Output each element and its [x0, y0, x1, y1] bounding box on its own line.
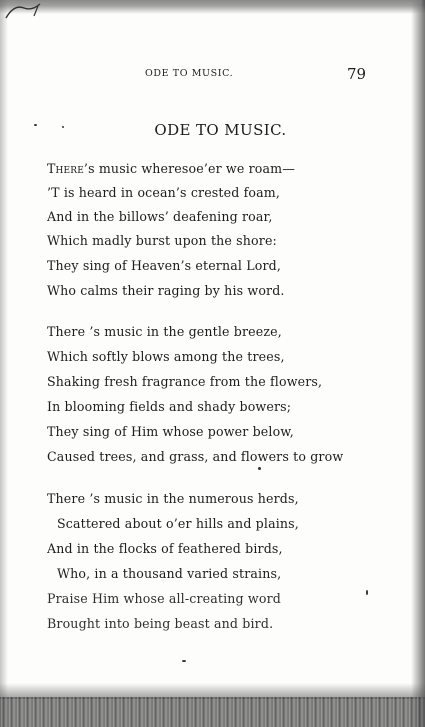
ink-speck: [366, 590, 368, 595]
poem-line: Who, in a thousand varied strains,: [57, 566, 282, 581]
scan-edge-bottom: [0, 697, 425, 727]
page-number: 79: [347, 65, 367, 83]
poem-line: Which softly blows among the trees,: [47, 349, 285, 364]
ink-speck: [182, 660, 186, 662]
poem-line: In blooming fields and shady bowers;: [47, 399, 292, 414]
running-header: [0, 65, 425, 83]
poem-line: They sing of Him whose power below,: [47, 424, 294, 439]
poem-line: There ’s music in the gentle breeze,: [47, 324, 282, 339]
poem-line: Brought into being beast and bird.: [47, 616, 274, 631]
poem-line: And in the flocks of feathered birds,: [47, 541, 283, 556]
poem-line: There ’s music in the numerous herds,: [47, 491, 299, 506]
poem-line: Shaking fresh fragrance from the flowers,: [47, 374, 323, 389]
poem-line: Caused trees, and grass, and flowers to grow: [47, 449, 344, 464]
scan-edge-left: [0, 0, 8, 727]
poem-line: [47, 161, 295, 176]
poem-line: Scattered about o’er hills and plains,: [57, 516, 299, 531]
poem-line: Which madly burst upon the shore:: [47, 233, 277, 248]
poem-title: ODE TO MUSIC.: [154, 121, 287, 139]
scan-edge-top: [0, 0, 425, 14]
first-word: There: [47, 161, 84, 176]
poem-line: ’T is heard in ocean’s crested foam,: [47, 185, 281, 200]
poem-line: And in the billows’ deafening roar,: [47, 209, 273, 224]
ink-speck: [258, 467, 261, 470]
poem-line: Praise Him whose all-creating word: [47, 591, 281, 606]
poem-line: They sing of Heaven’s eternal Lord,: [47, 258, 282, 273]
line-text: ’s music wheresoe’er we roam—: [83, 161, 296, 176]
page-corner-mark: [4, 2, 46, 20]
running-title: ODE TO MUSIC.: [145, 68, 234, 79]
scan-edge-right: [411, 0, 425, 727]
poem-line: Who calms their raging by his word.: [47, 283, 285, 298]
